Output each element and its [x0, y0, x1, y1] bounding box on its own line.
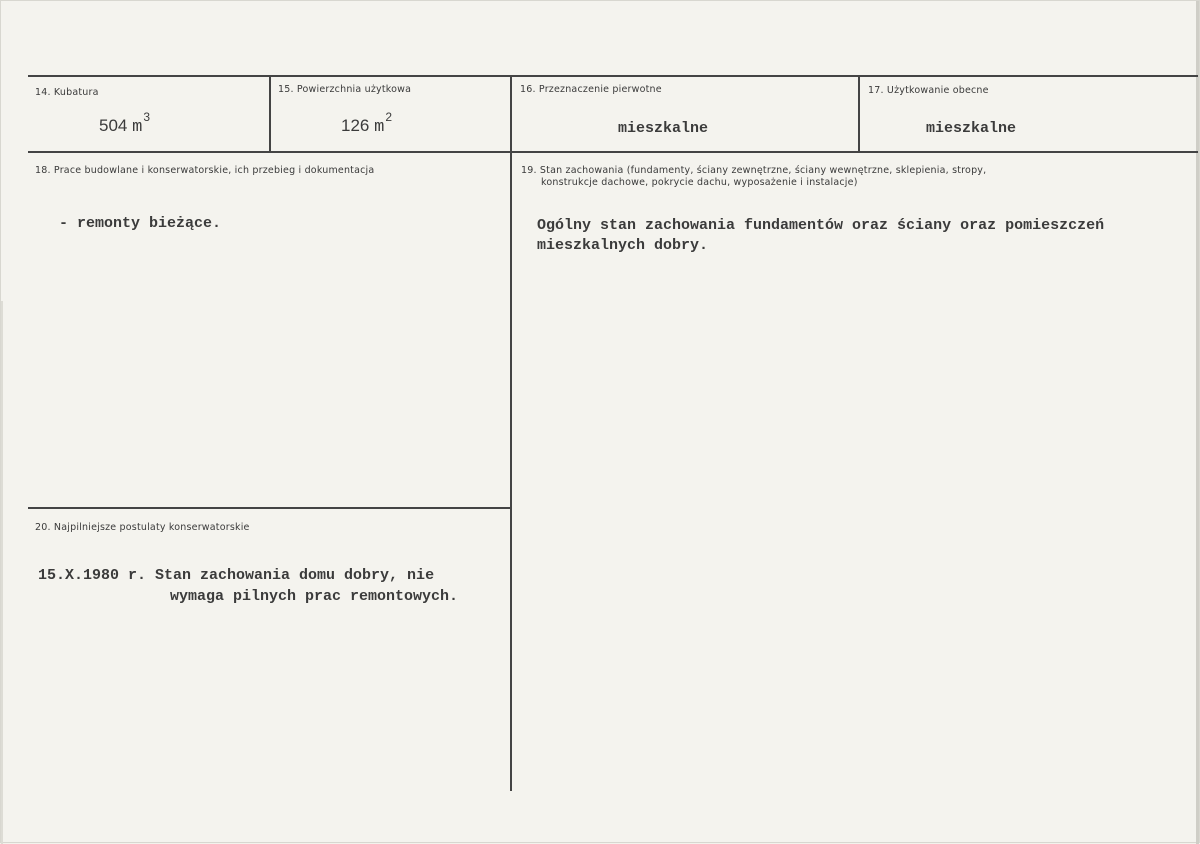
- field-19-value-line2: mieszkalnych dobry.: [537, 237, 709, 254]
- field-14-number: 504: [99, 116, 128, 135]
- field-20-value-line2: wymaga pilnych prac remontowych.: [170, 588, 459, 605]
- top-rule: [28, 75, 1198, 77]
- field-19-label-line2: konstrukcje dachowe, pokrycie dachu, wyposażenie i instalacje): [541, 177, 858, 188]
- field-16-value: mieszkalne: [618, 120, 709, 137]
- field-17-value: mieszkalne: [926, 120, 1017, 137]
- col-divider-1: [269, 75, 271, 152]
- field-15-unit-exp: 2: [385, 110, 392, 124]
- field-19-label-line1: 19. Stan zachowania (fundamenty, ściany zewnętrzne, ściany wewnętrzne, sklepienia, stropy,: [521, 165, 987, 176]
- field-18-label: 18. Prace budowlane i konserwatorskie, ich przebieg i dokumentacja: [35, 165, 375, 176]
- field-16-label: 16. Przeznaczenie pierwotne: [520, 84, 662, 95]
- card-edge: [1196, 1, 1199, 844]
- field-14-unit: m: [132, 118, 143, 137]
- card-edge-left: [1, 301, 3, 844]
- field-20-value-line1: 15.X.1980 r. Stan zachowania domu dobry, nie: [38, 567, 435, 584]
- field-14-label: 14. Kubatura: [35, 87, 99, 98]
- row1-rule: [28, 151, 1198, 153]
- field-15-unit: m: [374, 118, 385, 137]
- field-17-label: 17. Użytkowanie obecne: [868, 85, 989, 96]
- field-15-value: [341, 110, 392, 137]
- field-15-number: 126: [341, 116, 370, 135]
- field-14-unit-exp: 3: [143, 110, 150, 124]
- section20-rule: [28, 507, 512, 509]
- field-20-label: 20. Najpilniejsze postulaty konserwatorskie: [35, 522, 250, 533]
- col-divider-2: [510, 75, 512, 791]
- field-14-value: [99, 110, 150, 137]
- field-18-value: - remonty bieżące.: [59, 215, 222, 232]
- field-19-value-line1: Ogólny stan zachowania fundamentów oraz ściany oraz pomieszczeń: [537, 217, 1105, 234]
- col-divider-3: [858, 75, 860, 152]
- field-15-label: 15. Powierzchnia użytkowa: [278, 84, 412, 95]
